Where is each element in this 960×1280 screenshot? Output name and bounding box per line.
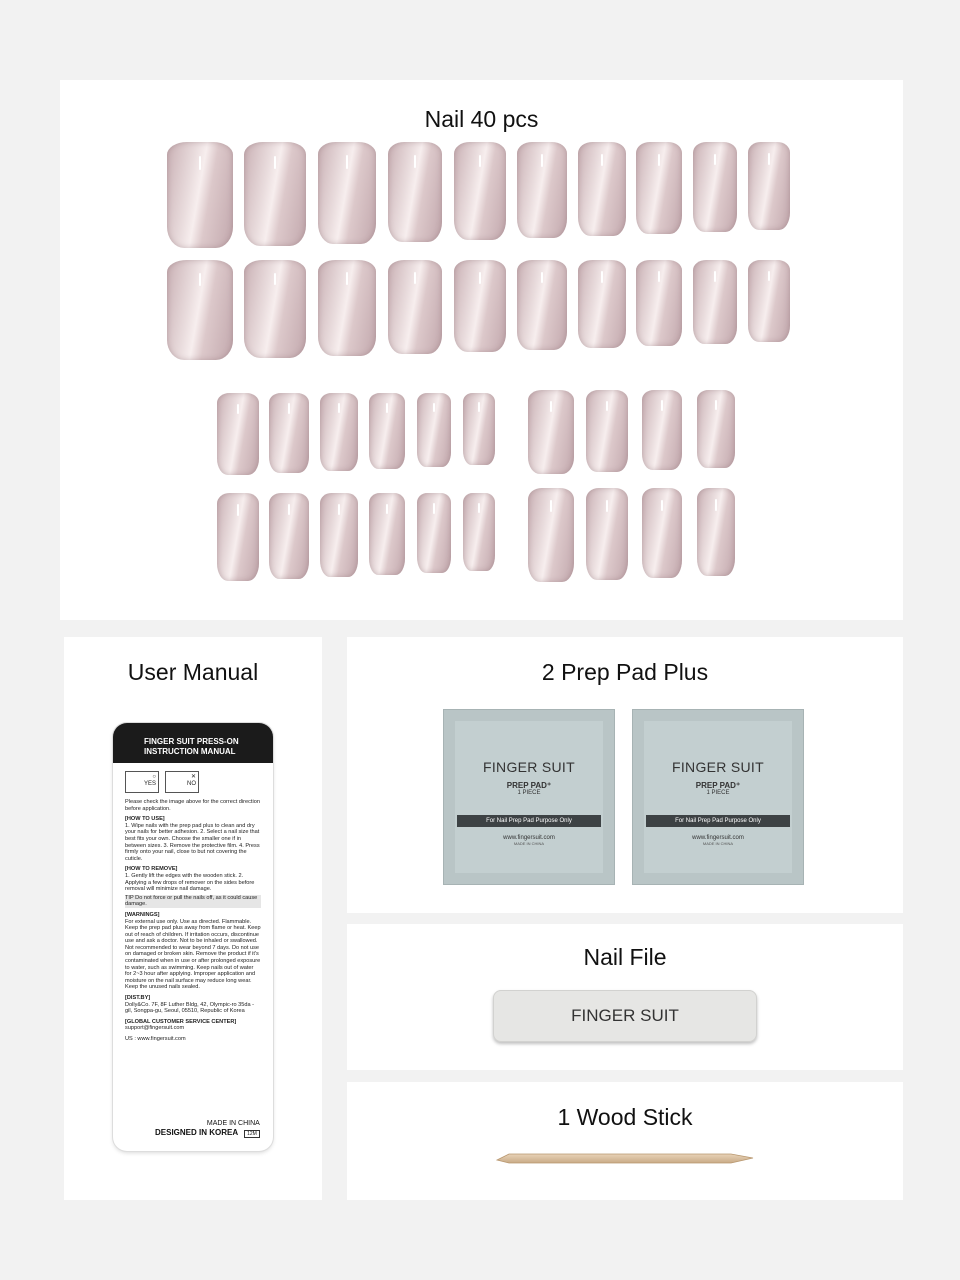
press-on-nail [269,393,309,473]
pad-piece: 1 PIECE [706,790,730,796]
press-on-nail [748,260,790,342]
pad-subtitle: PREP PAD⁺ [506,781,552,790]
nails-title: Nail 40 pcs [424,106,539,132]
wood-stick [495,1150,757,1168]
how-to-use-text: 1. Wipe nails with the prep pad plus to clean and dry your nails for better adhesion. 2. Select a nail size that best fits your own. Choose the smaller one if in between sizes. 3. Remove the protective film. 4. Press firmly onto your nail, close to but not covering the cuticle. [125,822,260,862]
pad-made-in: MADE IN CHINA [513,841,545,846]
press-on-nail [586,390,628,472]
press-on-nail [320,493,358,577]
pad-subtitle: PREP PAD⁺ [695,781,741,790]
gcsc-heading: [GLOBAL CUSTOMER SERVICE CENTER] [125,1018,237,1025]
manual-card-footer [155,1119,260,1139]
press-on-nail [528,488,574,582]
press-on-nail [636,260,682,346]
wood-stick-panel [347,1082,903,1200]
press-on-nail [318,142,376,244]
prep-pad-title: 2 Prep Pad Plus [541,659,709,685]
us-text: US : www.fingersuit.com [125,1036,186,1042]
press-on-nail [693,260,737,344]
pad-bar: For Nail Prep Pad Purpose Only [646,815,790,827]
how-to-use-heading: [HOW TO USE] [125,816,165,823]
press-on-nail [167,260,233,360]
press-on-nail [517,260,567,350]
press-on-nail [454,260,506,352]
manual-card-header [113,723,273,763]
no-diagram: ✕ NO [165,771,199,793]
press-on-nail [463,493,495,571]
press-on-nail [642,390,682,470]
press-on-nail [693,142,737,232]
manual-card-body [113,763,273,1043]
manual-card-title-2: INSTRUCTION MANUAL [144,747,236,756]
tip-text: TIP Do not force or pull the nails off, as it could cause damage. [125,895,261,908]
nail-file [493,990,757,1042]
warnings-text: For external use only. Use as directed. Flammable. Keep the prep pad plus away from flame or heat. Keep out of reach of children. If irritation occurs, discontinue use and ask a doctor. Not to be inhaled or swallowed. Not recommended to wear beyond 7 days. Do not use on damaged or broken skin. Remove the product if it's contaminated when in use or after prolonged exposure to water, such as swimming. Keep nails out of water for 2~3 hour after applying. Improper application and moisture on the nail surface may reduce long wear. Keep the unused nails sealed. [125,918,261,991]
dist-text: Dolly&Co. 7F, 8F Luther Bldg, 42, Olympic-ro 35da -gil, Songpa-gu, Seoul, 05510, Republic of Korea [125,1001,255,1015]
press-on-nail [454,142,506,240]
pao-badge: 12M [244,1130,260,1138]
press-on-nail [217,393,259,475]
gcsc-text: support@fingersuit.com [125,1025,185,1032]
wood-stick-title: 1 Wood Stick [557,1104,693,1130]
press-on-nail [167,142,233,248]
nail-file-label: FINGER SUIT [571,1006,679,1025]
press-on-nail [417,393,451,467]
pad-made-in: MADE IN CHINA [702,841,734,846]
warnings-heading: [WARNINGS] [125,911,160,918]
press-on-nail [369,393,405,469]
press-on-nail [463,393,495,465]
press-on-nail [578,142,626,236]
press-on-nail [388,260,442,354]
press-on-nail [517,142,567,238]
prep-pad [443,709,615,885]
manual-panel [64,637,322,1200]
how-to-remove-text: 1. Gently lift the edges with the wooden stick. 2. Applying a few drops of remover on the sides before removal will minimize nail damage. [125,872,255,893]
press-on-nail [748,142,790,230]
pad-bar: For Nail Prep Pad Purpose Only [457,815,601,827]
designed-in-text: DESIGNED IN KOREA [155,1128,239,1137]
press-on-nail [578,260,626,348]
no-label: NO [187,780,196,787]
direction-diagram [125,771,261,793]
prep-pad [632,709,804,885]
pad-url: www.fingersuit.com [692,835,744,841]
pad-url: www.fingersuit.com [503,835,555,841]
press-on-nail [697,390,735,468]
pad-piece: 1 PIECE [517,790,541,796]
pad-brand: FINGER SUIT [483,759,575,775]
how-to-remove-heading: [HOW TO REMOVE] [125,866,178,873]
press-on-nail [697,488,735,576]
press-on-nail [528,390,574,474]
manual-card [113,723,273,1151]
nails-panel [60,80,903,620]
press-on-nail [417,493,451,573]
prep-pad-panel [347,637,903,913]
press-on-nail [318,260,376,356]
nail-file-panel [347,924,903,1070]
manual-card-title-1: FINGER SUIT PRESS-ON [144,737,239,746]
press-on-nail [244,260,306,358]
press-on-nail [244,142,306,246]
made-in-text: MADE IN CHINA [206,1120,260,1127]
pad-brand: FINGER SUIT [672,759,764,775]
press-on-nail [369,493,405,575]
press-on-nail [320,393,358,471]
manual-title: User Manual [127,659,259,685]
dist-heading: [DIST.BY] [125,995,151,1002]
press-on-nail [217,493,259,581]
press-on-nail [586,488,628,580]
press-on-nail [269,493,309,579]
nail-file-title: Nail File [583,944,667,970]
yes-label: YES [143,780,156,787]
check-text: Please check the image above for the correct direction before application. [125,799,260,812]
press-on-nail [642,488,682,578]
press-on-nail [388,142,442,242]
yes-diagram: ○ YES [125,771,159,793]
press-on-nail [636,142,682,234]
